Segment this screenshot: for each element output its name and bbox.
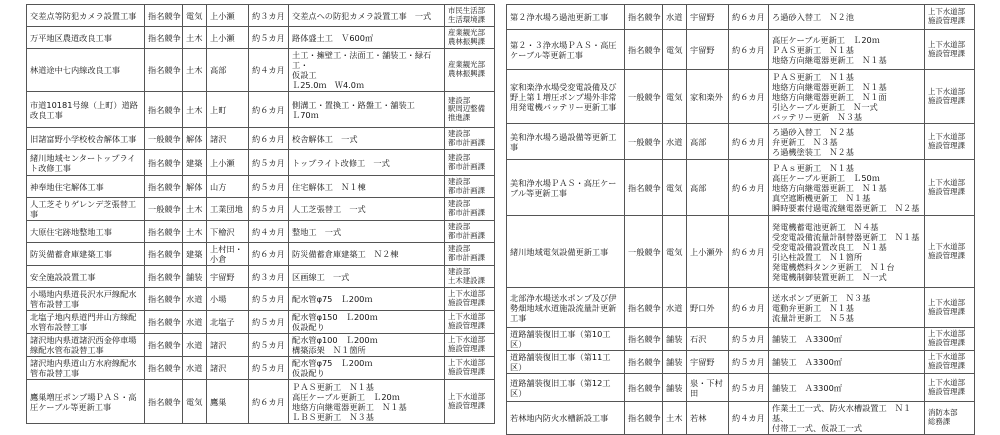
work-type-cell: 土木 — [183, 92, 207, 128]
work-name-cell: 神奉地住宅解体工事 — [27, 176, 145, 198]
table-row — [507, 70, 975, 124]
bid-method-cell: 指名競争 — [145, 49, 183, 92]
bid-method-cell: 指名競争 — [625, 5, 663, 30]
work-name-cell: 小場地内県道長沢水戸線配水管布設替工事 — [27, 288, 145, 311]
department-cell: 上下水道部 施設管理課 — [925, 5, 975, 30]
department-cell: 上下水道部 施設管理課 — [925, 30, 975, 70]
period-cell: 約６カ月 — [249, 243, 289, 266]
table-row — [27, 311, 495, 334]
table-row — [27, 221, 495, 243]
summary-cell: 作業土工一式、防火水槽設置工 Ｎ１基、 付帯工一式、仮設工一式 — [769, 402, 925, 435]
bid-method-cell: 指名競争 — [145, 221, 183, 243]
table-row — [507, 351, 975, 374]
table-row — [507, 328, 975, 351]
table-row — [27, 243, 495, 266]
location-cell: 家和楽外 — [687, 70, 729, 124]
work-type-cell: 土木 — [663, 402, 687, 435]
work-name-cell: 安全施設設置工事 — [27, 266, 145, 288]
work-type-cell: 電気 — [183, 380, 207, 424]
period-cell: 約６カ月 — [729, 288, 769, 328]
work-name-cell: 鷹巣増圧ポンプ場ＰＡＳ・高圧ケーブル等更新工事 — [27, 380, 145, 424]
work-type-cell: 水道 — [663, 124, 687, 160]
department-cell: 市民生活部 生活環境課 — [445, 5, 495, 27]
period-cell: 約６カ月 — [729, 160, 769, 216]
summary-cell: 発電機蓄電池更新工 Ｎ４基 受変電設備流量計制替器更新工 Ｎ１基 受変電設備設置改良工 Ｎ１基 引込柱設置工 Ｎ１箇所 発電機燃料タンク更新工 Ｎ１台 発電機制御装置更新工 Ｎ一式 — [769, 216, 925, 288]
summary-cell: ＰＡｓ更新工 Ｎ１基 高圧ケーブル更新工 Ｌ50ｍ 地絡方向継電器更新工 Ｎ１基 真空遮断機更新工 Ｎ１基 瞬時要素付過電流継電器更新工 Ｎ２基 — [769, 160, 925, 216]
work-type-cell: 電気 — [663, 30, 687, 70]
summary-cell: ろ過砂入替工 Ｎ２池 — [769, 5, 925, 30]
bid-method-cell: 指名競争 — [145, 176, 183, 198]
work-name-cell: 市道10181号線（上町）道路改良工事 — [27, 92, 145, 128]
work-name-cell: 諸沢地内県道山方水府線配水管布設替工事 — [27, 357, 145, 380]
department-cell: 上下水道部 施設管理課 — [925, 328, 975, 351]
department-cell: 上下水道部 施設管理課 — [445, 311, 495, 334]
summary-cell: 舗装工 Ａ3300㎡ — [769, 351, 925, 374]
bid-method-cell: 一般競争 — [145, 198, 183, 221]
work-type-cell: 土木 — [183, 221, 207, 243]
period-cell: 約５カ月 — [249, 288, 289, 311]
bid-method-cell: 一般競争 — [145, 128, 183, 150]
table-row — [507, 288, 975, 328]
work-name-cell: 北塩子地内県道門井山方線配水管布設替工事 — [27, 311, 145, 334]
department-cell: 上下水道部 施設管理課 — [925, 70, 975, 124]
department-cell: 産業観光部 農林振興課 — [445, 49, 495, 92]
period-cell: 約６カ月 — [729, 124, 769, 160]
period-cell: 約４カ月 — [249, 221, 289, 243]
summary-cell: 側溝工・置換工・路盤工・舗装工 Ｌ70ｍ — [289, 92, 445, 128]
work-type-cell: 水道 — [183, 334, 207, 357]
work-type-cell: 解体 — [183, 176, 207, 198]
work-name-cell: 緒川地域電気設備更新工事 — [507, 216, 625, 288]
table-row — [27, 198, 495, 221]
bid-method-cell: 指名競争 — [145, 334, 183, 357]
summary-cell: ろ過砂入替工 Ｎ２基 弁更新工 Ｎ３基 ろ過機塗装工 Ｎ２基 — [769, 124, 925, 160]
work-type-cell: 電気 — [663, 160, 687, 216]
work-type-cell: 舗装 — [183, 266, 207, 288]
work-type-cell: 水道 — [663, 288, 687, 328]
location-cell: 諸沢 — [207, 334, 249, 357]
table-row — [507, 5, 975, 30]
work-type-cell: 電気 — [663, 70, 687, 124]
location-cell: 宇留野 — [687, 30, 729, 70]
period-cell: 約５カ月 — [249, 334, 289, 357]
table-row — [27, 176, 495, 198]
table-row — [27, 92, 495, 128]
period-cell: 約５カ月 — [729, 374, 769, 402]
work-name-cell: 美和浄水場ろ過設備等更新工事 — [507, 124, 625, 160]
work-type-cell: 解体 — [183, 128, 207, 150]
period-cell: 約３カ月 — [249, 5, 289, 27]
table-row — [27, 334, 495, 357]
summary-cell: 配水管φ75 Ｌ200ｍ 仮設配り — [289, 357, 445, 380]
location-cell: 諸沢 — [207, 128, 249, 150]
work-type-cell: 水道 — [183, 311, 207, 334]
table-row — [507, 30, 975, 70]
period-cell: 約６カ月 — [249, 92, 289, 128]
work-name-cell: 北部浄水場送水ポンプ及び伊勢畑地域水道施設流量計更新工事 — [507, 288, 625, 328]
department-cell: 上下水道部 施設管理課 — [925, 288, 975, 328]
bid-method-cell: 指名競争 — [145, 357, 183, 380]
location-cell: 高部 — [207, 49, 249, 92]
bid-method-cell: 一般競争 — [625, 70, 663, 124]
location-cell: 上小瀬 — [207, 27, 249, 49]
department-cell: 建設部 駅周辺整備推進課 — [445, 92, 495, 128]
bid-method-cell: 指名競争 — [145, 243, 183, 266]
summary-cell: 高圧ケーブル更新工 Ｌ20ｍ ＰＡＳ更新工 Ｎ１基 地絡方向継電器更新工 Ｎ１基 — [769, 30, 925, 70]
bid-method-cell: 指名競争 — [145, 5, 183, 27]
bid-method-cell: 指名競争 — [625, 402, 663, 435]
work-name-cell: 家和楽浄水場受変電設備及び野上第１増圧ポンプ場外非常用発電機バッテリー更新工事 — [507, 70, 625, 124]
table-row — [27, 49, 495, 92]
work-name-cell: 交差点等防犯カメラ設置工事 — [27, 5, 145, 27]
location-cell: 高部 — [687, 160, 729, 216]
bid-method-cell: 指名競争 — [625, 374, 663, 402]
location-cell: 宇留野 — [687, 351, 729, 374]
department-cell: 産業観光部 農林振興課 — [445, 27, 495, 49]
location-cell: 上小瀬外 — [687, 216, 729, 288]
work-type-cell: 水道 — [183, 288, 207, 311]
summary-cell: 土工・擁壁工・法面工・舗装工・緑石工・ 仮設工 Ｌ25.0ｍ Ｗ4.0ｍ — [289, 49, 445, 92]
period-cell: 約５カ月 — [729, 351, 769, 374]
work-name-cell: 諸沢地内県道諸沢西金停車場線配水管布設替工事 — [27, 334, 145, 357]
work-name-cell: 旧諸富野小学校校舎解体工事 — [27, 128, 145, 150]
bid-method-cell: 指名競争 — [145, 150, 183, 176]
work-type-cell: 舗装 — [663, 351, 687, 374]
right-works-table — [506, 4, 974, 435]
table-row — [507, 216, 975, 288]
work-name-cell: 道路舗装復旧工事（第12工区） — [507, 374, 625, 402]
summary-cell: 住宅解体工 Ｎ１棟 — [289, 176, 445, 198]
bid-method-cell: 指名競争 — [625, 351, 663, 374]
location-cell: 諸沢 — [207, 357, 249, 380]
bid-method-cell: 指名競争 — [145, 92, 183, 128]
bid-method-cell: 指名競争 — [145, 380, 183, 424]
location-cell: 山方 — [207, 176, 249, 198]
department-cell: 建設部 土木建設課 — [445, 266, 495, 288]
work-type-cell: 建築 — [183, 150, 207, 176]
left-works-table — [26, 4, 494, 424]
work-name-cell: 人工芝そりゲレンデ芝張替工事 — [27, 198, 145, 221]
period-cell: 約５カ月 — [249, 311, 289, 334]
location-cell: 小場 — [207, 288, 249, 311]
department-cell: 上下水道部 施設管理課 — [445, 380, 495, 424]
period-cell: 約６カ月 — [249, 380, 289, 424]
summary-cell: 送水ポンプ更新工 Ｎ３基 電動弁更新工 Ｎ１基 流量計更新工 Ｎ５基 — [769, 288, 925, 328]
location-cell: 鷹巣 — [207, 380, 249, 424]
period-cell: 約５カ月 — [249, 176, 289, 198]
department-cell: 建設部 都市計画課 — [445, 150, 495, 176]
work-name-cell: 防災備蓄倉庫建築工事 — [27, 243, 145, 266]
location-cell: 宇留野 — [687, 5, 729, 30]
table-row — [27, 357, 495, 380]
summary-cell: 交差点への防犯カメラ設置工事 一式 — [289, 5, 445, 27]
table-row — [27, 150, 495, 176]
summary-cell: 舗装工 Ａ3300㎡ — [769, 374, 925, 402]
summary-cell: ＰＡＳ更新工 Ｎ１基 地絡方向継電器更新工 Ｎ１基 地絡方向継電器更新工 Ｎ１面 引込ケーブル更新工 Ｎ一式 バッテリー更新 Ｎ３基 — [769, 70, 925, 124]
work-name-cell: 道路舗装復旧工事（第11工区） — [507, 351, 625, 374]
bid-method-cell: 指名競争 — [145, 288, 183, 311]
summary-cell: 区画線工 一式 — [289, 266, 445, 288]
period-cell: 約６カ月 — [249, 128, 289, 150]
department-cell: 上下水道部 施設管理課 — [445, 357, 495, 380]
period-cell: 約６カ月 — [729, 70, 769, 124]
work-type-cell: 電気 — [663, 216, 687, 288]
work-type-cell: 建築 — [183, 243, 207, 266]
department-cell: 上下水道部 施設管理課 — [925, 160, 975, 216]
work-name-cell: 美和浄水場ＰＡＳ・高圧ケーブル等更新工事 — [507, 160, 625, 216]
period-cell: 約６カ月 — [729, 216, 769, 288]
bid-method-cell: 指名競争 — [625, 288, 663, 328]
work-type-cell: 土木 — [183, 49, 207, 92]
location-cell: 若林 — [687, 402, 729, 435]
period-cell: 約４カ月 — [729, 402, 769, 435]
work-type-cell: 水道 — [663, 5, 687, 30]
table-row — [27, 288, 495, 311]
department-cell: 上下水道部 施設管理課 — [445, 334, 495, 357]
table-row — [27, 266, 495, 288]
summary-cell: 配水管φ100 Ｌ200ｍ 構築添架 Ｎ１箇所 — [289, 334, 445, 357]
table-row — [27, 5, 495, 27]
period-cell: 約５カ月 — [249, 198, 289, 221]
work-type-cell: 水道 — [183, 357, 207, 380]
location-cell: 石沢 — [687, 328, 729, 351]
period-cell: 約６カ月 — [729, 5, 769, 30]
table-row — [507, 160, 975, 216]
department-cell: 建設部 都市計画課 — [445, 128, 495, 150]
location-cell: 野口外 — [687, 288, 729, 328]
work-type-cell: 土木 — [183, 198, 207, 221]
work-type-cell: 電気 — [183, 5, 207, 27]
bid-method-cell: 一般競争 — [625, 216, 663, 288]
table-row — [507, 402, 975, 435]
table-row — [27, 128, 495, 150]
location-cell: 上小瀬 — [207, 5, 249, 27]
bid-method-cell: 指名競争 — [145, 266, 183, 288]
work-name-cell: 若林地内防火水槽新設工事 — [507, 402, 625, 435]
table-row — [507, 124, 975, 160]
department-cell: 建設部 都市計画課 — [445, 176, 495, 198]
department-cell: 建設部 都市計画課 — [445, 221, 495, 243]
period-cell: 約４カ月 — [249, 49, 289, 92]
table-row — [27, 380, 495, 424]
bid-method-cell: 指名競争 — [625, 30, 663, 70]
department-cell: 消防本部 総務課 — [925, 402, 975, 435]
summary-cell: 整地工 一式 — [289, 221, 445, 243]
summary-cell: 配水管φ75 Ｌ200ｍ — [289, 288, 445, 311]
work-type-cell: 舗装 — [663, 328, 687, 351]
period-cell: 約５カ月 — [729, 328, 769, 351]
location-cell: 上村田・小倉 — [207, 243, 249, 266]
work-name-cell: 万平地区農道改良工事 — [27, 27, 145, 49]
location-cell: 宇留野 — [207, 266, 249, 288]
work-name-cell: 第２浄水場ろ過池更新工事 — [507, 5, 625, 30]
department-cell: 建設部 都市計画課 — [445, 198, 495, 221]
location-cell: 上小瀬 — [207, 150, 249, 176]
department-cell: 上下水道部 施設管理課 — [925, 351, 975, 374]
work-type-cell: 土木 — [183, 27, 207, 49]
bid-method-cell: 指名競争 — [625, 160, 663, 216]
period-cell: 約５カ月 — [249, 27, 289, 49]
location-cell: 上町 — [207, 92, 249, 128]
summary-cell: 路体盛土工 Ｖ600㎥ — [289, 27, 445, 49]
location-cell: 高部 — [687, 124, 729, 160]
work-type-cell: 舗装 — [663, 374, 687, 402]
bid-method-cell: 指名競争 — [145, 311, 183, 334]
location-cell: 北塩子 — [207, 311, 249, 334]
location-cell: 下檜沢 — [207, 221, 249, 243]
summary-cell: 配水管φ150 Ｌ200ｍ 仮設配り — [289, 311, 445, 334]
period-cell: 約５カ月 — [249, 150, 289, 176]
work-name-cell: 林道途中七内線改良工事 — [27, 49, 145, 92]
period-cell: 約５カ月 — [249, 357, 289, 380]
summary-cell: トップライト改修工 一式 — [289, 150, 445, 176]
department-cell: 上下水道部 施設管理課 — [925, 124, 975, 160]
bid-method-cell: 指名競争 — [145, 27, 183, 49]
work-name-cell: 大原住宅跡地整地工事 — [27, 221, 145, 243]
summary-cell: 防災備蓄倉庫建築工 Ｎ２棟 — [289, 243, 445, 266]
work-name-cell: 道路舗装復旧工事（第10工区） — [507, 328, 625, 351]
work-name-cell: 第２・３浄水場ＰＡＳ・高圧ケーブル等更新工事 — [507, 30, 625, 70]
location-cell: 泉・下村田 — [687, 374, 729, 402]
table-row — [507, 374, 975, 402]
department-cell: 上下水道部 施設管理課 — [925, 374, 975, 402]
summary-cell: 人工芝張替工 一式 — [289, 198, 445, 221]
period-cell: 約６カ月 — [729, 30, 769, 70]
department-cell: 建設部 都市計画課 — [445, 243, 495, 266]
department-cell: 上下水道部 施設管理課 — [445, 288, 495, 311]
table-row — [27, 27, 495, 49]
period-cell: 約３カ月 — [249, 266, 289, 288]
summary-cell: 校舎解体工 一式 — [289, 128, 445, 150]
work-name-cell: 緒川地域センタートップライト改修工事 — [27, 150, 145, 176]
summary-cell: 舗装工 Ａ3300㎡ — [769, 328, 925, 351]
bid-method-cell: 一般競争 — [625, 124, 663, 160]
department-cell: 上下水道部 施設管理課 — [925, 216, 975, 288]
summary-cell: ＰＡＳ更新工 Ｎ１基 高圧ケーブル更新工 Ｌ20ｍ 地絡方向継電器更新工 Ｎ１基 ＬＢＳ更新工 Ｎ３基 — [289, 380, 445, 424]
bid-method-cell: 指名競争 — [625, 328, 663, 351]
location-cell: 工業団地 — [207, 198, 249, 221]
